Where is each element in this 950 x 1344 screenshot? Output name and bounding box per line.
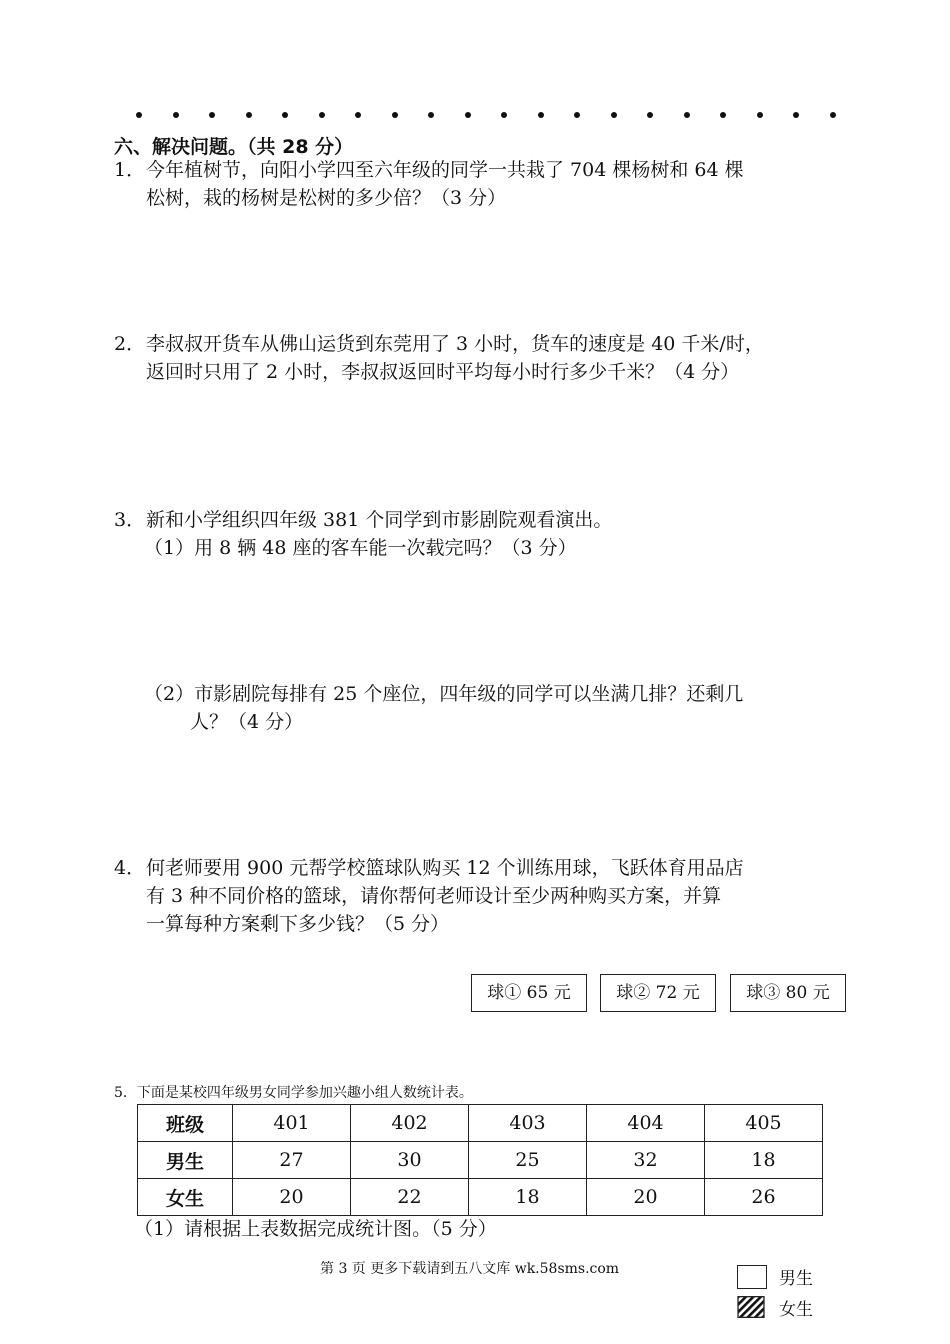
price-box-ball-1: 球① 65 元	[471, 974, 587, 1012]
table-header-row	[138, 1105, 823, 1142]
question-line: 松树，栽的杨树是松树的多少倍？（3 分）	[146, 187, 507, 209]
dot-icon	[428, 112, 434, 118]
question-5-intro: 5．下面是某校四年级男女同学参加兴趣小组人数统计表。	[114, 1085, 473, 1101]
legend-hatched-swatch	[737, 1296, 765, 1318]
table-cell: 27	[233, 1142, 351, 1179]
question-number: 4．	[114, 857, 146, 879]
decorative-dot-row	[136, 108, 836, 124]
dot-icon	[355, 112, 361, 118]
question-line: 返回时只用了 2 小时，李叔叔返回时平均每小时行多少千米？（4 分）	[146, 361, 740, 383]
dot-icon	[136, 112, 142, 118]
dot-icon	[282, 112, 288, 118]
dot-icon	[720, 112, 726, 118]
legend-label: 男生	[779, 1269, 813, 1289]
price-options	[471, 974, 847, 1012]
question-line: 一算每种方案剩下多少钱？（5 分）	[146, 913, 450, 935]
table-cell: 22	[351, 1179, 469, 1216]
question-5-sub-1: （1）请根据上表数据完成统计图。（5 分）	[134, 1218, 497, 1240]
table-cell: 403	[469, 1105, 587, 1142]
table-cell: 401	[233, 1105, 351, 1142]
table-cell: 30	[351, 1142, 469, 1179]
dot-icon	[611, 112, 617, 118]
table-cell: 18	[705, 1142, 823, 1179]
dot-icon	[392, 112, 398, 118]
table-cell: 女生	[138, 1179, 233, 1216]
dot-icon	[574, 112, 580, 118]
table-row	[138, 1142, 823, 1179]
dot-icon	[684, 112, 690, 118]
question-line: 新和小学组织四年级 381 个同学到市影剧院观看演出。	[146, 509, 613, 531]
dot-icon	[465, 112, 471, 118]
table-cell: 男生	[138, 1142, 233, 1179]
question-line: 有 3 种不同价格的篮球，请你帮何老师设计至少两种购买方案，并算	[146, 885, 722, 907]
statistics-table	[137, 1104, 823, 1216]
page-footer: 第 3 页 更多下载请到五八文库 wk.58sms.com	[320, 1261, 620, 1277]
dot-icon	[173, 112, 179, 118]
table-row	[138, 1179, 823, 1216]
dot-icon	[246, 112, 252, 118]
question-number: 1．	[114, 159, 146, 181]
dot-icon	[319, 112, 325, 118]
section-heading: 六、解决问题。（共 28 分）	[114, 136, 354, 158]
question-number: 2．	[114, 333, 146, 355]
question-1	[114, 156, 744, 212]
dot-icon	[830, 112, 836, 118]
question-2	[114, 330, 764, 386]
price-box-ball-2: 球② 72 元	[600, 974, 716, 1012]
dot-icon	[647, 112, 653, 118]
question-line: （2）市影剧院每排有 25 个座位，四年级的同学可以坐满几排？还剩几	[144, 683, 744, 705]
table-cell: 20	[587, 1179, 705, 1216]
sub-question-1: （1）用 8 辆 48 座的客车能一次载完吗？（3 分）	[144, 537, 577, 559]
dot-icon	[793, 112, 799, 118]
table-cell: 32	[587, 1142, 705, 1179]
question-number: 3．	[114, 509, 146, 531]
legend-blank-swatch	[737, 1265, 767, 1289]
table-cell: 402	[351, 1105, 469, 1142]
sub-question-2	[144, 680, 743, 736]
table-cell: 405	[705, 1105, 823, 1142]
table-cell: 18	[469, 1179, 587, 1216]
dot-icon	[757, 112, 763, 118]
question-line: 李叔叔开货车从佛山运货到东莞用了 3 小时，货车的速度是 40 千米/时，	[146, 333, 764, 355]
question-line: 今年植树节，向阳小学四至六年级的同学一共栽了 704 棵杨树和 64 棵	[146, 159, 744, 181]
dot-icon	[209, 112, 215, 118]
dot-icon	[538, 112, 544, 118]
table-cell: 班级	[138, 1105, 233, 1142]
question-4	[114, 854, 744, 938]
question-3	[114, 506, 612, 562]
price-box-ball-3: 球③ 80 元	[730, 974, 846, 1012]
table-cell: 25	[469, 1142, 587, 1179]
table-cell: 20	[233, 1179, 351, 1216]
legend-label: 女生	[779, 1300, 813, 1320]
table-cell: 404	[587, 1105, 705, 1142]
table-cell: 26	[705, 1179, 823, 1216]
question-line: 何老师要用 900 元帮学校篮球队购买 12 个训练用球，飞跃体育用品店	[146, 857, 744, 879]
dot-icon	[501, 112, 507, 118]
question-line: 人？（4 分）	[190, 711, 304, 733]
